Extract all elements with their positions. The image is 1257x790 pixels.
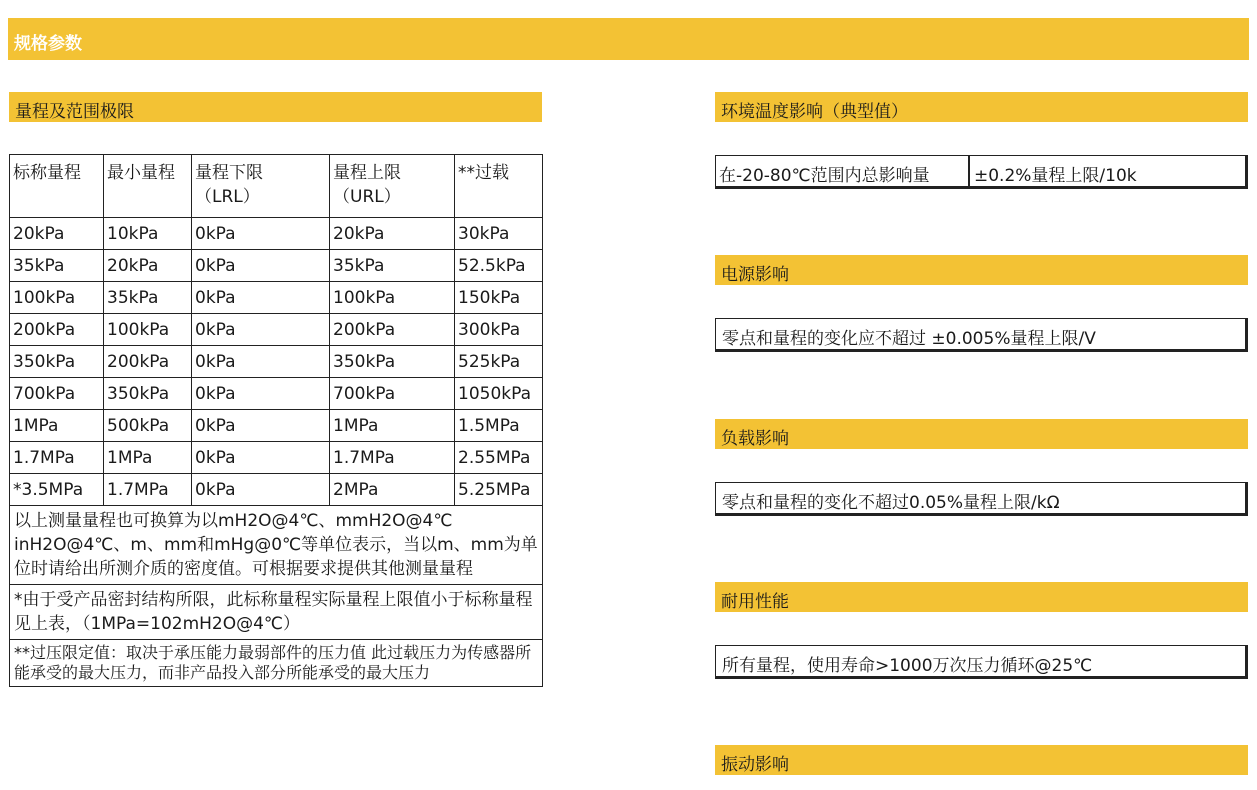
url-cell: 700kPa [330, 378, 455, 410]
header-line-main: 量程下限 [195, 163, 263, 183]
range-section-header [9, 92, 542, 122]
range-table [9, 154, 543, 687]
durability-box [715, 645, 1248, 679]
min-span-cell: 1.7MPa [104, 474, 192, 506]
nominal-range-cell: 20kPa [10, 218, 104, 250]
lrl-cell: 0kPa [192, 346, 330, 378]
header-line-abbr: （URL） [333, 187, 401, 207]
note-row-overpressure [10, 640, 543, 687]
note-row-seal [10, 585, 543, 640]
note-units: 以上测量量程也可换算为以mH2O@4℃、mmH2O@4℃ inH2O@4℃、m、mm和mHg@0℃等单位表示，当以m、mm为单位时请给出所测介质的密度值。可根据要求提供其他测量量程 [10, 506, 543, 585]
header-line-abbr: （LRL） [195, 187, 260, 207]
note-overpressure: **过压限定值：取决于承压能力最弱部件的压力值 此过载压力为传感器所能承受的最大压力，而非产品投入部分所能承受的最大压力 [10, 640, 543, 687]
power-text: 零点和量程的变化应不超过 ±0.005%量程上限/V [722, 329, 1096, 349]
min-span-cell: 200kPa [104, 346, 192, 378]
vibration-title: 振动影响 [721, 755, 789, 775]
lrl-cell: 0kPa [192, 474, 330, 506]
table-row [10, 410, 543, 442]
overload-cell: 5.25MPa [455, 474, 543, 506]
nominal-range-cell: 100kPa [10, 282, 104, 314]
nominal-range-cell: 700kPa [10, 378, 104, 410]
nominal-range-cell: 200kPa [10, 314, 104, 346]
range-section-title: 量程及范围极限 [15, 102, 134, 122]
url-cell: 2MPa [330, 474, 455, 506]
load-box [715, 482, 1248, 516]
nominal-range-cell: 1MPa [10, 410, 104, 442]
load-section-header [715, 419, 1248, 449]
header-nominal-range: 标称量程 [10, 155, 104, 218]
url-cell: 100kPa [330, 282, 455, 314]
min-span-cell: 10kPa [104, 218, 192, 250]
overload-cell: 1050kPa [455, 378, 543, 410]
power-box [715, 318, 1248, 352]
banner-title: 规格参数 [14, 34, 82, 54]
table-header-row [10, 155, 543, 218]
min-span-cell: 20kPa [104, 250, 192, 282]
min-span-cell: 350kPa [104, 378, 192, 410]
table-row [10, 474, 543, 506]
spec-banner [8, 18, 1249, 60]
durability-text: 所有量程，使用寿命>1000万次压力循环@25℃ [722, 656, 1093, 676]
temperature-label: 在-20-80℃范围内总影响量 [719, 166, 930, 186]
lrl-cell: 0kPa [192, 282, 330, 314]
table-row [10, 314, 543, 346]
url-cell: 200kPa [330, 314, 455, 346]
temperature-title: 环境温度影响（典型值） [721, 102, 908, 122]
table-row [10, 218, 543, 250]
min-span-cell: 1MPa [104, 442, 192, 474]
header-line-main: 量程上限 [333, 163, 401, 183]
table-row [10, 378, 543, 410]
url-cell: 350kPa [330, 346, 455, 378]
nominal-range-cell: 350kPa [10, 346, 104, 378]
overload-cell: 2.55MPa [455, 442, 543, 474]
lrl-cell: 0kPa [192, 314, 330, 346]
header-overload: **过载 [455, 155, 543, 218]
lrl-cell: 0kPa [192, 218, 330, 250]
note-row-units [10, 506, 543, 585]
url-cell: 20kPa [330, 218, 455, 250]
lrl-cell: 0kPa [192, 250, 330, 282]
url-cell: 1.7MPa [330, 442, 455, 474]
durability-title: 耐用性能 [721, 592, 789, 612]
table-row [10, 282, 543, 314]
nominal-range-cell: 35kPa [10, 250, 104, 282]
note-seal-limit: *由于受产品密封结构所限，此标称量程实际量程上限值小于标称量程见上表，（1MPa=102mH2O@4℃） [10, 585, 543, 640]
lrl-cell: 0kPa [192, 442, 330, 474]
overload-cell: 52.5kPa [455, 250, 543, 282]
overload-cell: 525kPa [455, 346, 543, 378]
overload-cell: 150kPa [455, 282, 543, 314]
durability-section-header [715, 582, 1248, 612]
overload-cell: 30kPa [455, 218, 543, 250]
header-url [330, 155, 455, 218]
temperature-divider [968, 156, 970, 186]
header-lrl [192, 155, 330, 218]
load-text: 零点和量程的变化不超过0.05%量程上限/kΩ [722, 493, 1060, 513]
header-min-span: 最小量程 [104, 155, 192, 218]
power-section-header [715, 255, 1248, 285]
overload-cell: 1.5MPa [455, 410, 543, 442]
table-row [10, 442, 543, 474]
lrl-cell: 0kPa [192, 378, 330, 410]
table-row [10, 250, 543, 282]
load-title: 负载影响 [721, 429, 789, 449]
min-span-cell: 500kPa [104, 410, 192, 442]
min-span-cell: 100kPa [104, 314, 192, 346]
nominal-range-cell: *3.5MPa [10, 474, 104, 506]
temperature-box [715, 155, 1248, 189]
power-title: 电源影响 [721, 265, 789, 285]
lrl-cell: 0kPa [192, 410, 330, 442]
temperature-value: ±0.2%量程上限/10k [974, 166, 1137, 186]
url-cell: 1MPa [330, 410, 455, 442]
vibration-section-header [715, 745, 1248, 775]
table-row [10, 346, 543, 378]
overload-cell: 300kPa [455, 314, 543, 346]
url-cell: 35kPa [330, 250, 455, 282]
min-span-cell: 35kPa [104, 282, 192, 314]
nominal-range-cell: 1.7MPa [10, 442, 104, 474]
temperature-section-header [715, 92, 1248, 122]
